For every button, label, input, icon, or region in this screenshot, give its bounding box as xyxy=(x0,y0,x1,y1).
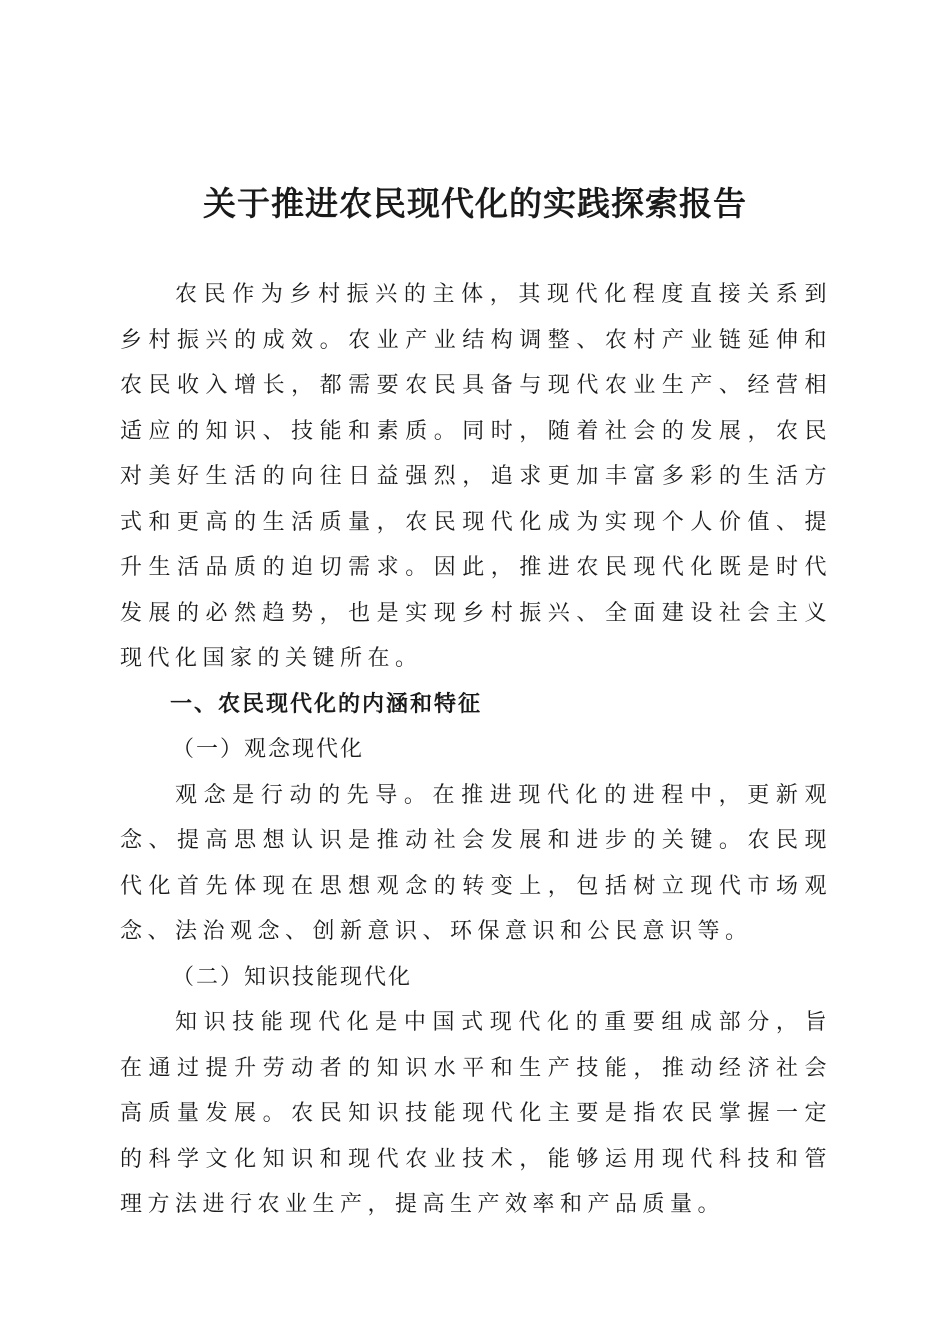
document-body xyxy=(120,272,832,1228)
section-heading-1: 一、农民现代化的内涵和特征 xyxy=(170,691,483,717)
intro-paragraph: 农民作为乡村振兴的主体，其现代化程度直接关系到乡村振兴的成效。农业产业结构调整、农村产业链延伸和农民收入增长，都需要农民具备与现代农业生产、经营相适应的知识、技能和素质。同时，随着社会的发展，农民对美好生活的向往日益强烈，追求更加丰富多彩的生活方式和更高的生活质量，农民现代化成为实现个人价值、提升生活品质的迫切需求。因此，推进农民现代化既是时代发展的必然趋势，也是实现乡村振兴、全面建设社会主义现代化国家的关键所在。 xyxy=(120,282,832,671)
subsection-2-paragraph: 知识技能现代化是中国式现代化的重要组成部分，旨在通过提升劳动者的知识水平和生产技能，推动经济社会高质量发展。农民知识技能现代化主要是指农民掌握一定的科学文化知识和现代农业技术，能够运用现代科技和管理方法进行农业生产，提高生产效率和产品质量。 xyxy=(120,1010,832,1217)
subsection-1-paragraph: 观念是行动的先导。在推进现代化的进程中，更新观念、提高思想认识是推动社会发展和进步的关键。农民现代化首先体现在思想观念的转变上，包括树立现代市场观念、法治观念、创新意识、环保意识和公民意识等。 xyxy=(120,782,832,944)
document-title: 关于推进农民现代化的实践探索报告 xyxy=(203,184,747,223)
subsection-heading-1: （一）观念现代化 xyxy=(172,737,365,762)
subsection-heading-2: （二）知识技能现代化 xyxy=(172,964,413,990)
